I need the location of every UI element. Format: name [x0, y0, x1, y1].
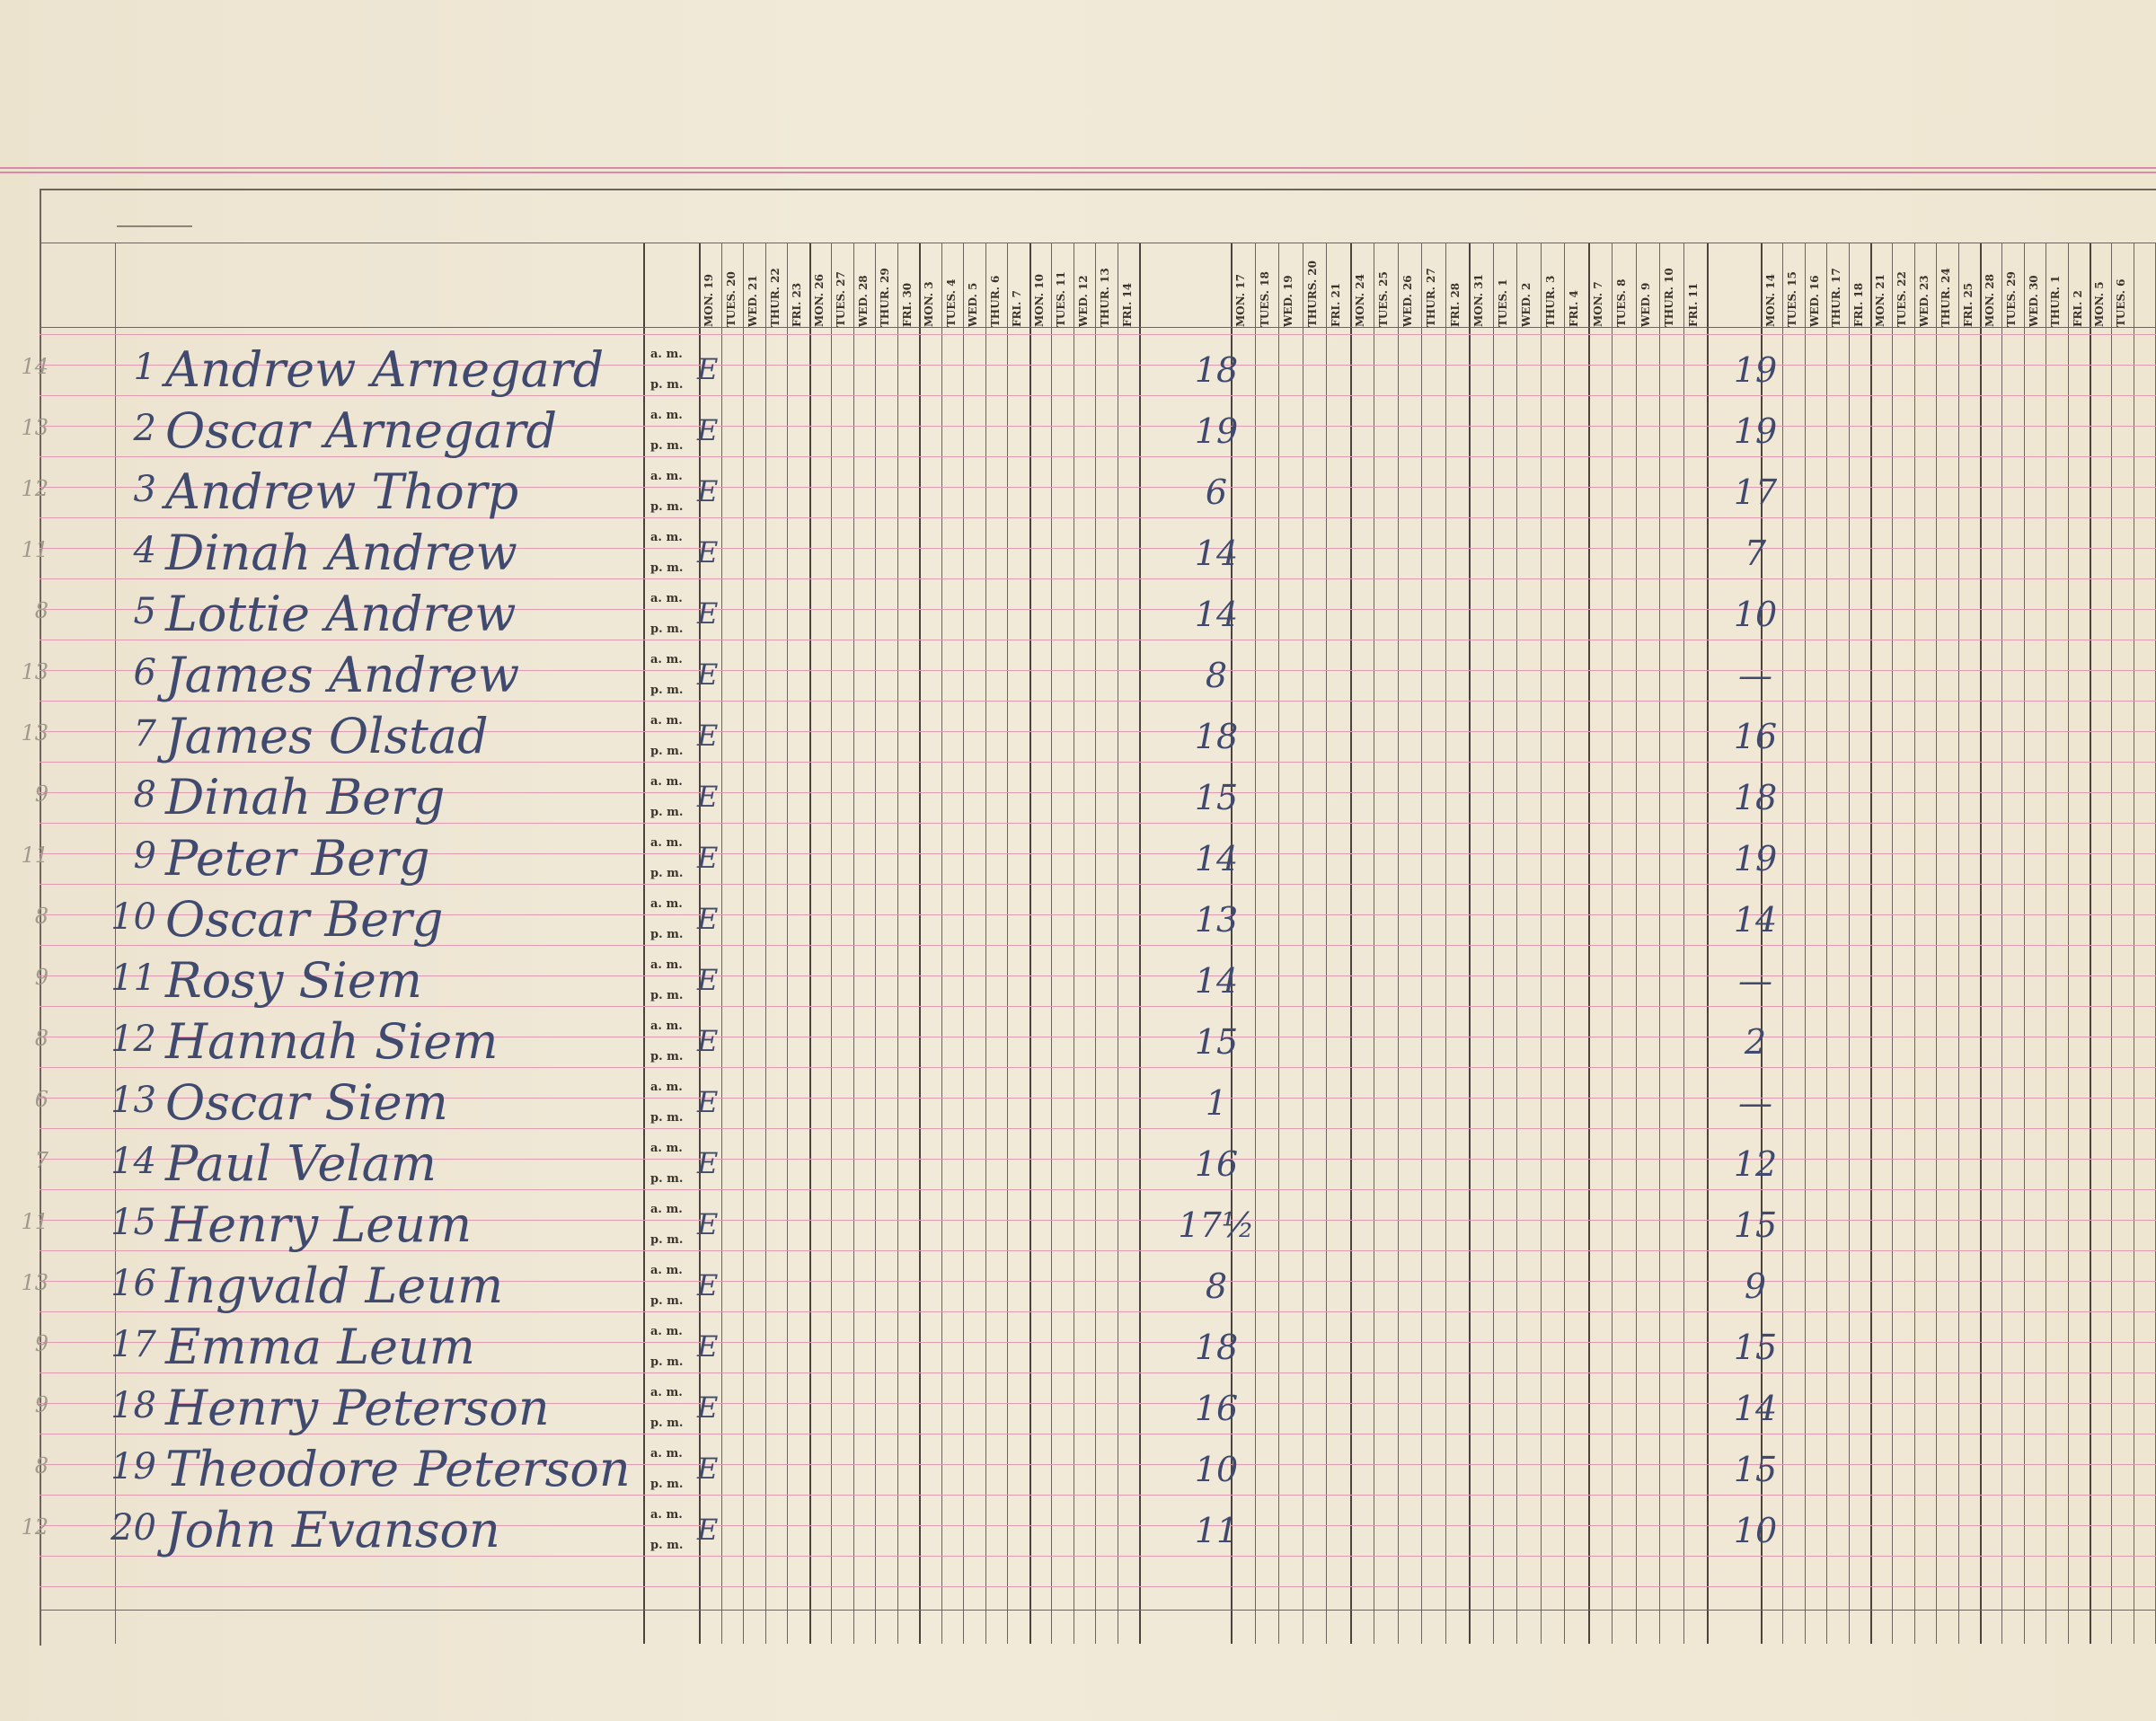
summary-value-1: 14: [1194, 595, 1239, 634]
margin-note: 11: [21, 843, 49, 868]
margin-note: 8: [34, 598, 49, 623]
half-days-mark: E: [697, 474, 719, 508]
student-row: [21, 640, 2156, 703]
student-number: 3: [133, 469, 156, 510]
pm-label: p. m.: [650, 1539, 684, 1552]
summary-value-2: 7: [1744, 534, 1767, 573]
day-header: WED. 21: [747, 275, 759, 327]
pm-label: p. m.: [650, 561, 684, 575]
student-name: Hannah Siem: [165, 1013, 499, 1070]
summary-value-1: 8: [1205, 1266, 1228, 1306]
day-header: TUES. 8: [1615, 278, 1628, 327]
student-number: 20: [110, 1507, 156, 1549]
am-pm-labels: [650, 1195, 683, 1256]
margin-note: 11: [21, 537, 49, 562]
summary-value-1: 18: [1194, 350, 1239, 390]
rule: [0, 172, 2156, 173]
margin-note: 14: [21, 354, 49, 379]
summary-value-1: 16: [1194, 1144, 1239, 1184]
day-header: MON. 17: [1234, 274, 1247, 327]
summary-value-1: 19: [1194, 411, 1239, 451]
margin-note: 8: [34, 904, 49, 929]
student-name: Oscar Arnegard: [165, 402, 558, 459]
day-header: THUR. 13: [1099, 268, 1111, 327]
student-number: 19: [110, 1446, 156, 1487]
margin-note: 13: [21, 415, 49, 440]
summary-value-2: 14: [1733, 900, 1778, 940]
margin-note: 9: [34, 1331, 49, 1356]
half-days-mark: E: [697, 1085, 719, 1119]
am-label: a. m.: [650, 592, 683, 605]
student-number: 5: [133, 591, 156, 632]
day-header: FRI. 2: [2072, 290, 2084, 327]
student-number: 7: [133, 713, 156, 755]
am-pm-labels: [650, 523, 683, 584]
student-name: John Evanson: [165, 1502, 500, 1558]
margin-note: 8: [34, 1026, 49, 1051]
am-label: a. m.: [650, 1264, 683, 1277]
student-name: Theodore Peterson: [165, 1441, 631, 1497]
am-pm-labels: [650, 1439, 683, 1500]
day-header: MON. 24: [1354, 274, 1366, 327]
summary-value-1: 6: [1205, 472, 1228, 512]
day-header: THUR. 1: [2049, 275, 2062, 327]
half-days-mark: E: [697, 413, 719, 447]
am-pm-labels: [650, 401, 683, 462]
pm-label: p. m.: [650, 806, 684, 819]
student-row: [21, 701, 2156, 764]
student-number: 16: [110, 1263, 156, 1304]
day-header: WED. 12: [1077, 275, 1090, 327]
half-days-mark: E: [697, 1390, 719, 1425]
student-row: [21, 1250, 2156, 1314]
day-header: THUR. 22: [769, 268, 782, 327]
am-label: a. m.: [650, 409, 683, 422]
day-header: FRI. 4: [1568, 290, 1580, 327]
am-label: a. m.: [650, 1203, 683, 1216]
margin-note: 11: [21, 1209, 49, 1234]
am-pm-labels: [650, 950, 683, 1011]
margin-note: 7: [34, 1148, 49, 1173]
student-row: [34, 578, 2156, 642]
half-days-mark: E: [697, 658, 719, 692]
summary-value-2: 2: [1744, 1022, 1767, 1062]
day-header: WED. 30: [2028, 275, 2040, 327]
student-name: James Andrew: [165, 647, 520, 703]
day-header: MON. 26: [813, 274, 826, 327]
pm-label: p. m.: [650, 622, 684, 636]
am-label: a. m.: [650, 470, 683, 483]
day-header: MON. 31: [1472, 274, 1485, 327]
am-pm-labels: [650, 584, 683, 645]
grid-hline: [40, 1610, 2156, 1611]
am-pm-labels: [650, 1317, 683, 1378]
day-header: WED. 28: [857, 275, 870, 327]
student-number: 4: [133, 530, 156, 571]
summary-value-2: 9: [1744, 1266, 1767, 1306]
day-header: THUR. 27: [1425, 268, 1437, 327]
student-row: [21, 456, 2156, 520]
am-label: a. m.: [650, 1447, 683, 1461]
margin-note: 6: [34, 1087, 49, 1112]
student-number: 10: [110, 896, 156, 938]
half-days-mark: E: [697, 841, 719, 875]
summary-value-1: 1: [1205, 1083, 1228, 1123]
student-row: [34, 945, 2156, 1009]
student-name: Henry Leum: [165, 1196, 473, 1253]
student-number: 15: [110, 1202, 156, 1243]
half-days-mark: E: [697, 719, 719, 753]
student-row: [34, 1311, 2156, 1375]
day-header: THUR. 17: [1830, 268, 1842, 327]
student-row: [21, 1189, 2156, 1253]
summary-value-1: 14: [1194, 839, 1239, 878]
half-days-mark: E: [697, 1207, 719, 1241]
am-pm-labels: [650, 462, 683, 523]
summary-value-1: 18: [1194, 1328, 1239, 1367]
student-row: [21, 823, 2156, 887]
summary-value-2: 10: [1733, 1511, 1778, 1550]
day-header: TUES. 4: [945, 278, 958, 327]
summary-value-1: 18: [1194, 717, 1239, 756]
day-header: THUR. 24: [1940, 268, 1952, 327]
am-pm-labels: [650, 1256, 683, 1317]
day-header: TUES. 22: [1895, 271, 1908, 327]
day-header: MON. 28: [1984, 274, 1996, 327]
day-header: FRI. 30: [901, 282, 914, 327]
day-header: FRI. 14: [1121, 282, 1134, 327]
student-name: Andrew Arnegard: [165, 341, 605, 398]
pm-label: p. m.: [650, 989, 684, 1002]
day-header: MON. 10: [1033, 274, 1046, 327]
am-pm-labels: [650, 1378, 683, 1439]
pm-label: p. m.: [650, 1355, 684, 1369]
summary-value-2: 15: [1733, 1450, 1778, 1489]
summary-value-2: —: [1738, 656, 1772, 695]
half-days-mark: E: [697, 1024, 719, 1058]
half-days-mark: E: [697, 1146, 719, 1180]
pm-label: p. m.: [650, 1478, 684, 1491]
summary-value-1: 11: [1194, 1511, 1239, 1550]
summary-value-2: 19: [1733, 411, 1778, 451]
student-number: 14: [110, 1141, 156, 1182]
district-line: [88, 122, 2156, 163]
student-number: 18: [110, 1385, 156, 1426]
pm-label: p. m.: [650, 1294, 684, 1308]
am-pm-labels: [650, 767, 683, 828]
am-label: a. m.: [650, 348, 683, 361]
half-days-mark: E: [697, 963, 719, 997]
summary-value-1: 14: [1194, 534, 1239, 573]
day-header: MON. 19: [702, 274, 715, 327]
am-pm-labels: [650, 889, 683, 950]
half-days-mark: E: [697, 1268, 719, 1302]
summary-value-1: 10: [1194, 1450, 1239, 1489]
half-days-mark: E: [697, 596, 719, 631]
summary-value-2: 12: [1733, 1144, 1778, 1184]
grid-hline: [40, 1586, 2156, 1587]
am-pm-labels: [650, 1011, 683, 1072]
student-number: 8: [133, 774, 156, 816]
day-header: TUES. 27: [835, 271, 847, 327]
pm-label: p. m.: [650, 745, 684, 758]
pm-label: p. m.: [650, 378, 684, 392]
day-header: TUES. 15: [1786, 271, 1798, 327]
pm-label: p. m.: [650, 1233, 684, 1247]
day-header: MON. 14: [1764, 274, 1777, 327]
margin-note: 12: [21, 476, 49, 501]
student-number: 2: [133, 408, 156, 449]
summary-value-2: 16: [1733, 717, 1778, 756]
margin-note: 12: [21, 1514, 49, 1540]
day-header: THUR. 6: [989, 275, 1002, 327]
day-header: WED. 26: [1401, 275, 1414, 327]
summary-value-2: —: [1738, 1083, 1772, 1123]
pm-label: p. m.: [650, 928, 684, 941]
pm-label: p. m.: [650, 1417, 684, 1430]
summary-value-1: 15: [1194, 778, 1239, 817]
day-header: WED. 19: [1282, 275, 1294, 327]
day-header: WED. 5: [967, 282, 979, 327]
day-header: FRI. 21: [1330, 282, 1342, 327]
student-row: [21, 395, 2156, 459]
summary-value-2: 18: [1733, 778, 1778, 817]
am-label: a. m.: [650, 775, 683, 789]
summary-value-2: 14: [1733, 1389, 1778, 1428]
summary-value-1: 14: [1194, 961, 1239, 1001]
student-name: Peter Berg: [165, 830, 430, 887]
margin-note: 9: [34, 781, 49, 807]
summary-value-1: 8: [1205, 656, 1228, 695]
margin-note: 9: [34, 1392, 49, 1417]
day-header: FRI. 23: [791, 282, 803, 327]
day-header: TUES. 6: [2115, 278, 2127, 327]
student-name: Oscar Berg: [165, 891, 444, 948]
day-header: THUR. 10: [1663, 268, 1675, 327]
student-row: [34, 1006, 2156, 1070]
half-days-mark: E: [697, 780, 719, 814]
day-header: TUES. 11: [1055, 271, 1067, 327]
half-days-mark: E: [697, 1513, 719, 1547]
student-name: Emma Leum: [165, 1319, 475, 1375]
day-header: THUR. 29: [879, 268, 891, 327]
am-pm-labels: [650, 1072, 683, 1134]
student-number: 17: [110, 1324, 156, 1365]
day-header: WED. 9: [1639, 282, 1652, 327]
am-label: a. m.: [650, 653, 683, 666]
student-number: 1: [133, 347, 156, 388]
student-row: [21, 1495, 2156, 1558]
day-header: THURS. 20: [1306, 260, 1319, 327]
summary-value-2: 15: [1733, 1328, 1778, 1367]
pm-label: p. m.: [650, 684, 684, 697]
day-header: MON. 3: [923, 281, 935, 327]
day-header: WED. 23: [1918, 275, 1931, 327]
rule: [0, 167, 2156, 169]
day-header: WED. 16: [1808, 275, 1821, 327]
student-name: Oscar Siem: [165, 1074, 448, 1131]
am-pm-labels: [650, 828, 683, 889]
student-name: Dinah Andrew: [165, 525, 517, 581]
day-header: MON. 21: [1874, 274, 1886, 327]
student-name: Andrew Thorp: [165, 463, 519, 520]
student-name: Henry Peterson: [165, 1380, 550, 1436]
student-name: Ingvald Leum: [165, 1258, 504, 1314]
half-days-mark: E: [697, 1452, 719, 1486]
summary-value-2: 19: [1733, 350, 1778, 390]
half-days-mark: E: [697, 1329, 719, 1364]
student-row: [21, 517, 2156, 581]
pm-label: p. m.: [650, 439, 684, 453]
margin-note: 13: [21, 1270, 49, 1295]
student-number: 9: [133, 835, 156, 877]
margin-note: 8: [34, 1453, 49, 1478]
day-header: TUES. 29: [2005, 271, 2018, 327]
student-row: [34, 884, 2156, 948]
student-name: Paul Velam: [165, 1135, 437, 1192]
am-pm-labels: [650, 645, 683, 706]
am-label: a. m.: [650, 1386, 683, 1399]
summary-value-2: 19: [1733, 839, 1778, 878]
margin-note: 9: [34, 965, 49, 990]
day-header: THUR. 3: [1544, 275, 1557, 327]
student-name: Rosy Siem: [165, 952, 422, 1009]
am-pm-labels: [650, 1500, 683, 1561]
am-pm-labels: [650, 340, 683, 401]
day-header: MON. 5: [2093, 281, 2106, 327]
day-header: TUES. 1: [1497, 278, 1509, 327]
summary-value-1: 15: [1194, 1022, 1239, 1062]
summary-value-2: 17: [1733, 472, 1778, 512]
am-label: a. m.: [650, 836, 683, 850]
day-header: FRI. 25: [1962, 282, 1975, 327]
am-pm-labels: [650, 706, 683, 767]
student-name: Dinah Berg: [165, 769, 446, 825]
am-label: a. m.: [650, 1325, 683, 1338]
am-label: a. m.: [650, 531, 683, 544]
student-number: 11: [110, 958, 156, 999]
student-row: [34, 1128, 2156, 1192]
summary-value-2: 10: [1733, 595, 1778, 634]
pm-label: p. m.: [650, 1172, 684, 1186]
pm-label: p. m.: [650, 1111, 684, 1125]
am-label: a. m.: [650, 1081, 683, 1094]
am-label: a. m.: [650, 897, 683, 911]
summary-value-2: —: [1738, 961, 1772, 1001]
am-pm-labels: [650, 1134, 683, 1195]
summary-value-2: 15: [1733, 1205, 1778, 1245]
day-header: FRI. 7: [1011, 290, 1023, 327]
grid-hline: [40, 327, 2156, 328]
day-header: TUES. 18: [1259, 271, 1271, 327]
student-row: [34, 762, 2156, 825]
am-label: a. m.: [650, 1508, 683, 1522]
half-days-mark: E: [697, 535, 719, 569]
day-header: FRI. 18: [1852, 282, 1865, 327]
student-row: [34, 1067, 2156, 1131]
margin-note: 13: [21, 659, 49, 684]
summary-value-1: 16: [1194, 1389, 1239, 1428]
pm-label: p. m.: [650, 1050, 684, 1063]
day-header: FRI. 28: [1449, 282, 1462, 327]
am-label: a. m.: [650, 1142, 683, 1155]
summary-value-1: 17½: [1178, 1205, 1255, 1245]
student-row: [34, 1434, 2156, 1497]
half-days-mark: E: [697, 902, 719, 936]
half-days-mark: E: [697, 352, 719, 386]
summary-value-1: 13: [1194, 900, 1239, 940]
am-label: a. m.: [650, 1019, 683, 1033]
student-row: [34, 1372, 2156, 1436]
am-label: a. m.: [650, 958, 683, 972]
months-label: ______: [117, 198, 192, 227]
day-header: MON. 7: [1592, 281, 1604, 327]
student-number: 13: [110, 1080, 156, 1121]
day-header: TUES. 25: [1377, 271, 1390, 327]
student-number: 12: [110, 1019, 156, 1060]
student-name: Lottie Andrew: [165, 586, 517, 642]
am-label: a. m.: [650, 714, 683, 728]
margin-note: 13: [21, 720, 49, 746]
pm-label: p. m.: [650, 867, 684, 880]
day-header: WED. 2: [1520, 282, 1533, 327]
day-header: FRI. 11: [1687, 282, 1700, 327]
day-header: TUES. 20: [725, 271, 738, 327]
student-name: James Olstad: [165, 708, 489, 764]
pm-label: p. m.: [650, 500, 684, 514]
student-row: [21, 334, 2156, 398]
student-number: 6: [133, 652, 156, 693]
